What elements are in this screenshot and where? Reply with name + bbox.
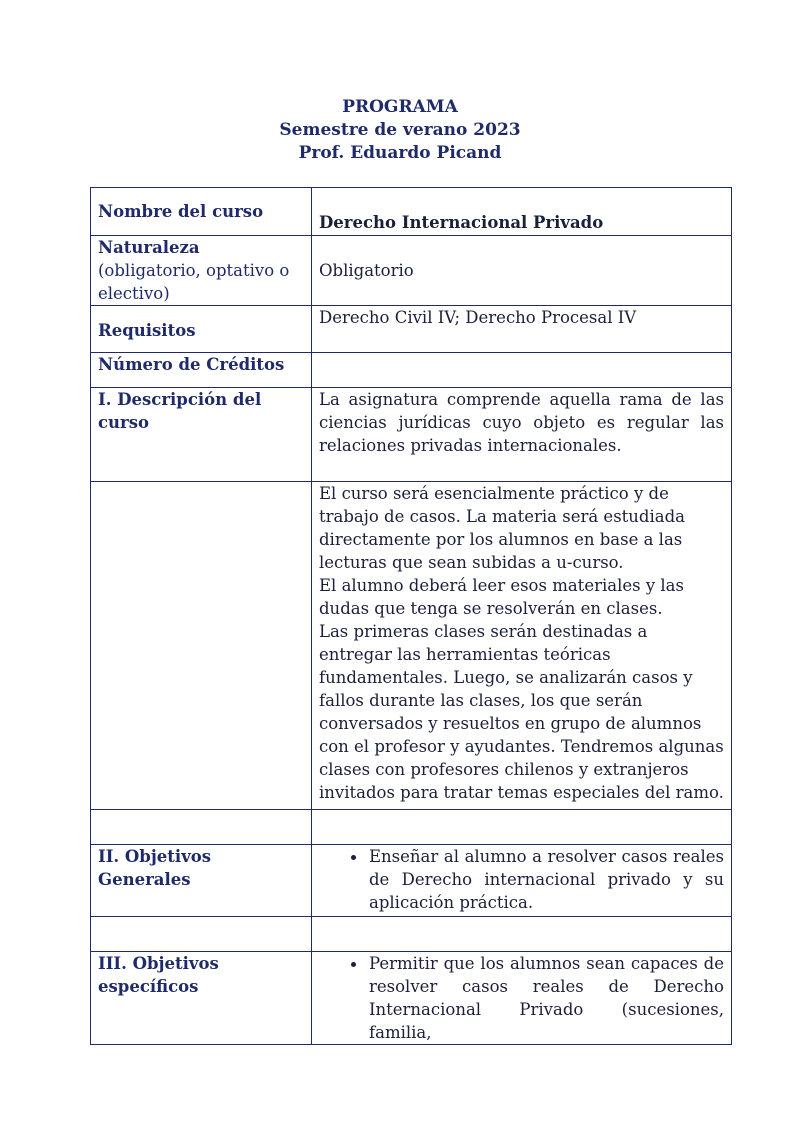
row-general-objectives (91, 845, 732, 917)
row-spacer (91, 917, 732, 952)
spacer-cell (312, 810, 732, 845)
course-name-label: Nombre del curso (91, 188, 312, 236)
description-label: I. Descripción del curso (91, 388, 312, 482)
specific-objective-item: • Permitir que los alumnos sean capaces de resolver casos reales de Derecho Internacional Privado (sucesiones, familia, (367, 952, 724, 1044)
specific-objectives-list (319, 952, 724, 1044)
general-objectives-label: II. Objetivos Generales (91, 845, 312, 917)
nature-value: Obligatorio (312, 236, 732, 306)
row-nature (91, 236, 732, 306)
methodology-paragraph: El alumno deberá leer esos materiales y las dudas que tenga se resolverán en clases. (319, 576, 684, 618)
credits-label: Número de Créditos (91, 353, 312, 388)
spacer-cell (312, 917, 732, 952)
spacer-cell (91, 810, 312, 845)
row-course-name (91, 188, 732, 236)
requirements-value: Derecho Civil IV; Derecho Procesal IV (312, 306, 732, 353)
nature-label: Naturaleza (98, 238, 200, 257)
professor-line: Prof. Eduardo Picand (298, 143, 502, 163)
general-objectives-list (319, 845, 724, 914)
requirements-label: Requisitos (91, 306, 312, 353)
methodology-value (312, 482, 732, 810)
spacer-cell (91, 917, 312, 952)
methodology-label (91, 482, 312, 810)
semester-line: Semestre de verano 2023 (279, 120, 521, 140)
specific-objectives-label: III. Objetivos específicos (91, 952, 312, 1045)
row-methodology (91, 482, 732, 810)
row-spacer (91, 810, 732, 845)
specific-objectives-value (312, 952, 732, 1045)
row-description (91, 388, 732, 482)
document-header (0, 96, 800, 165)
credits-value (312, 353, 732, 388)
methodology-paragraph: Las primeras clases serán destinadas a entregar las herramientas teóricas fundamentales. Luego, se analizarán casos y fallos durante las clases, los que serán conversados y resueltos en grupo de alumnos con el profesor y ayudantes. Tendremos algunas clases con profesores chilenos y extranjeros invitados para tratar temas especiales del ramo. (319, 622, 724, 802)
row-requirements (91, 306, 732, 353)
nature-label-cell (91, 236, 312, 306)
program-table (90, 187, 732, 1045)
course-name-value: Derecho Internacional Privado (312, 188, 732, 236)
general-objectives-value (312, 845, 732, 917)
description-value: La asignatura comprende aquella rama de las ciencias jurídicas cuyo objeto es regular las relaciones privadas internacionales. (312, 388, 732, 482)
document-title: PROGRAMA (342, 97, 458, 117)
row-credits (91, 353, 732, 388)
methodology-paragraph: El curso será esencialmente práctico y de trabajo de casos. La materia será estudiada directamente por los alumnos en base a las lecturas que sean subidas a u-curso. (319, 484, 685, 572)
general-objective-item: • Enseñar al alumno a resolver casos reales de Derecho internacional privado y su aplicación práctica. (367, 845, 724, 914)
row-specific-objectives (91, 952, 732, 1045)
nature-label-sub: (obligatorio, optativo o electivo) (98, 261, 290, 303)
